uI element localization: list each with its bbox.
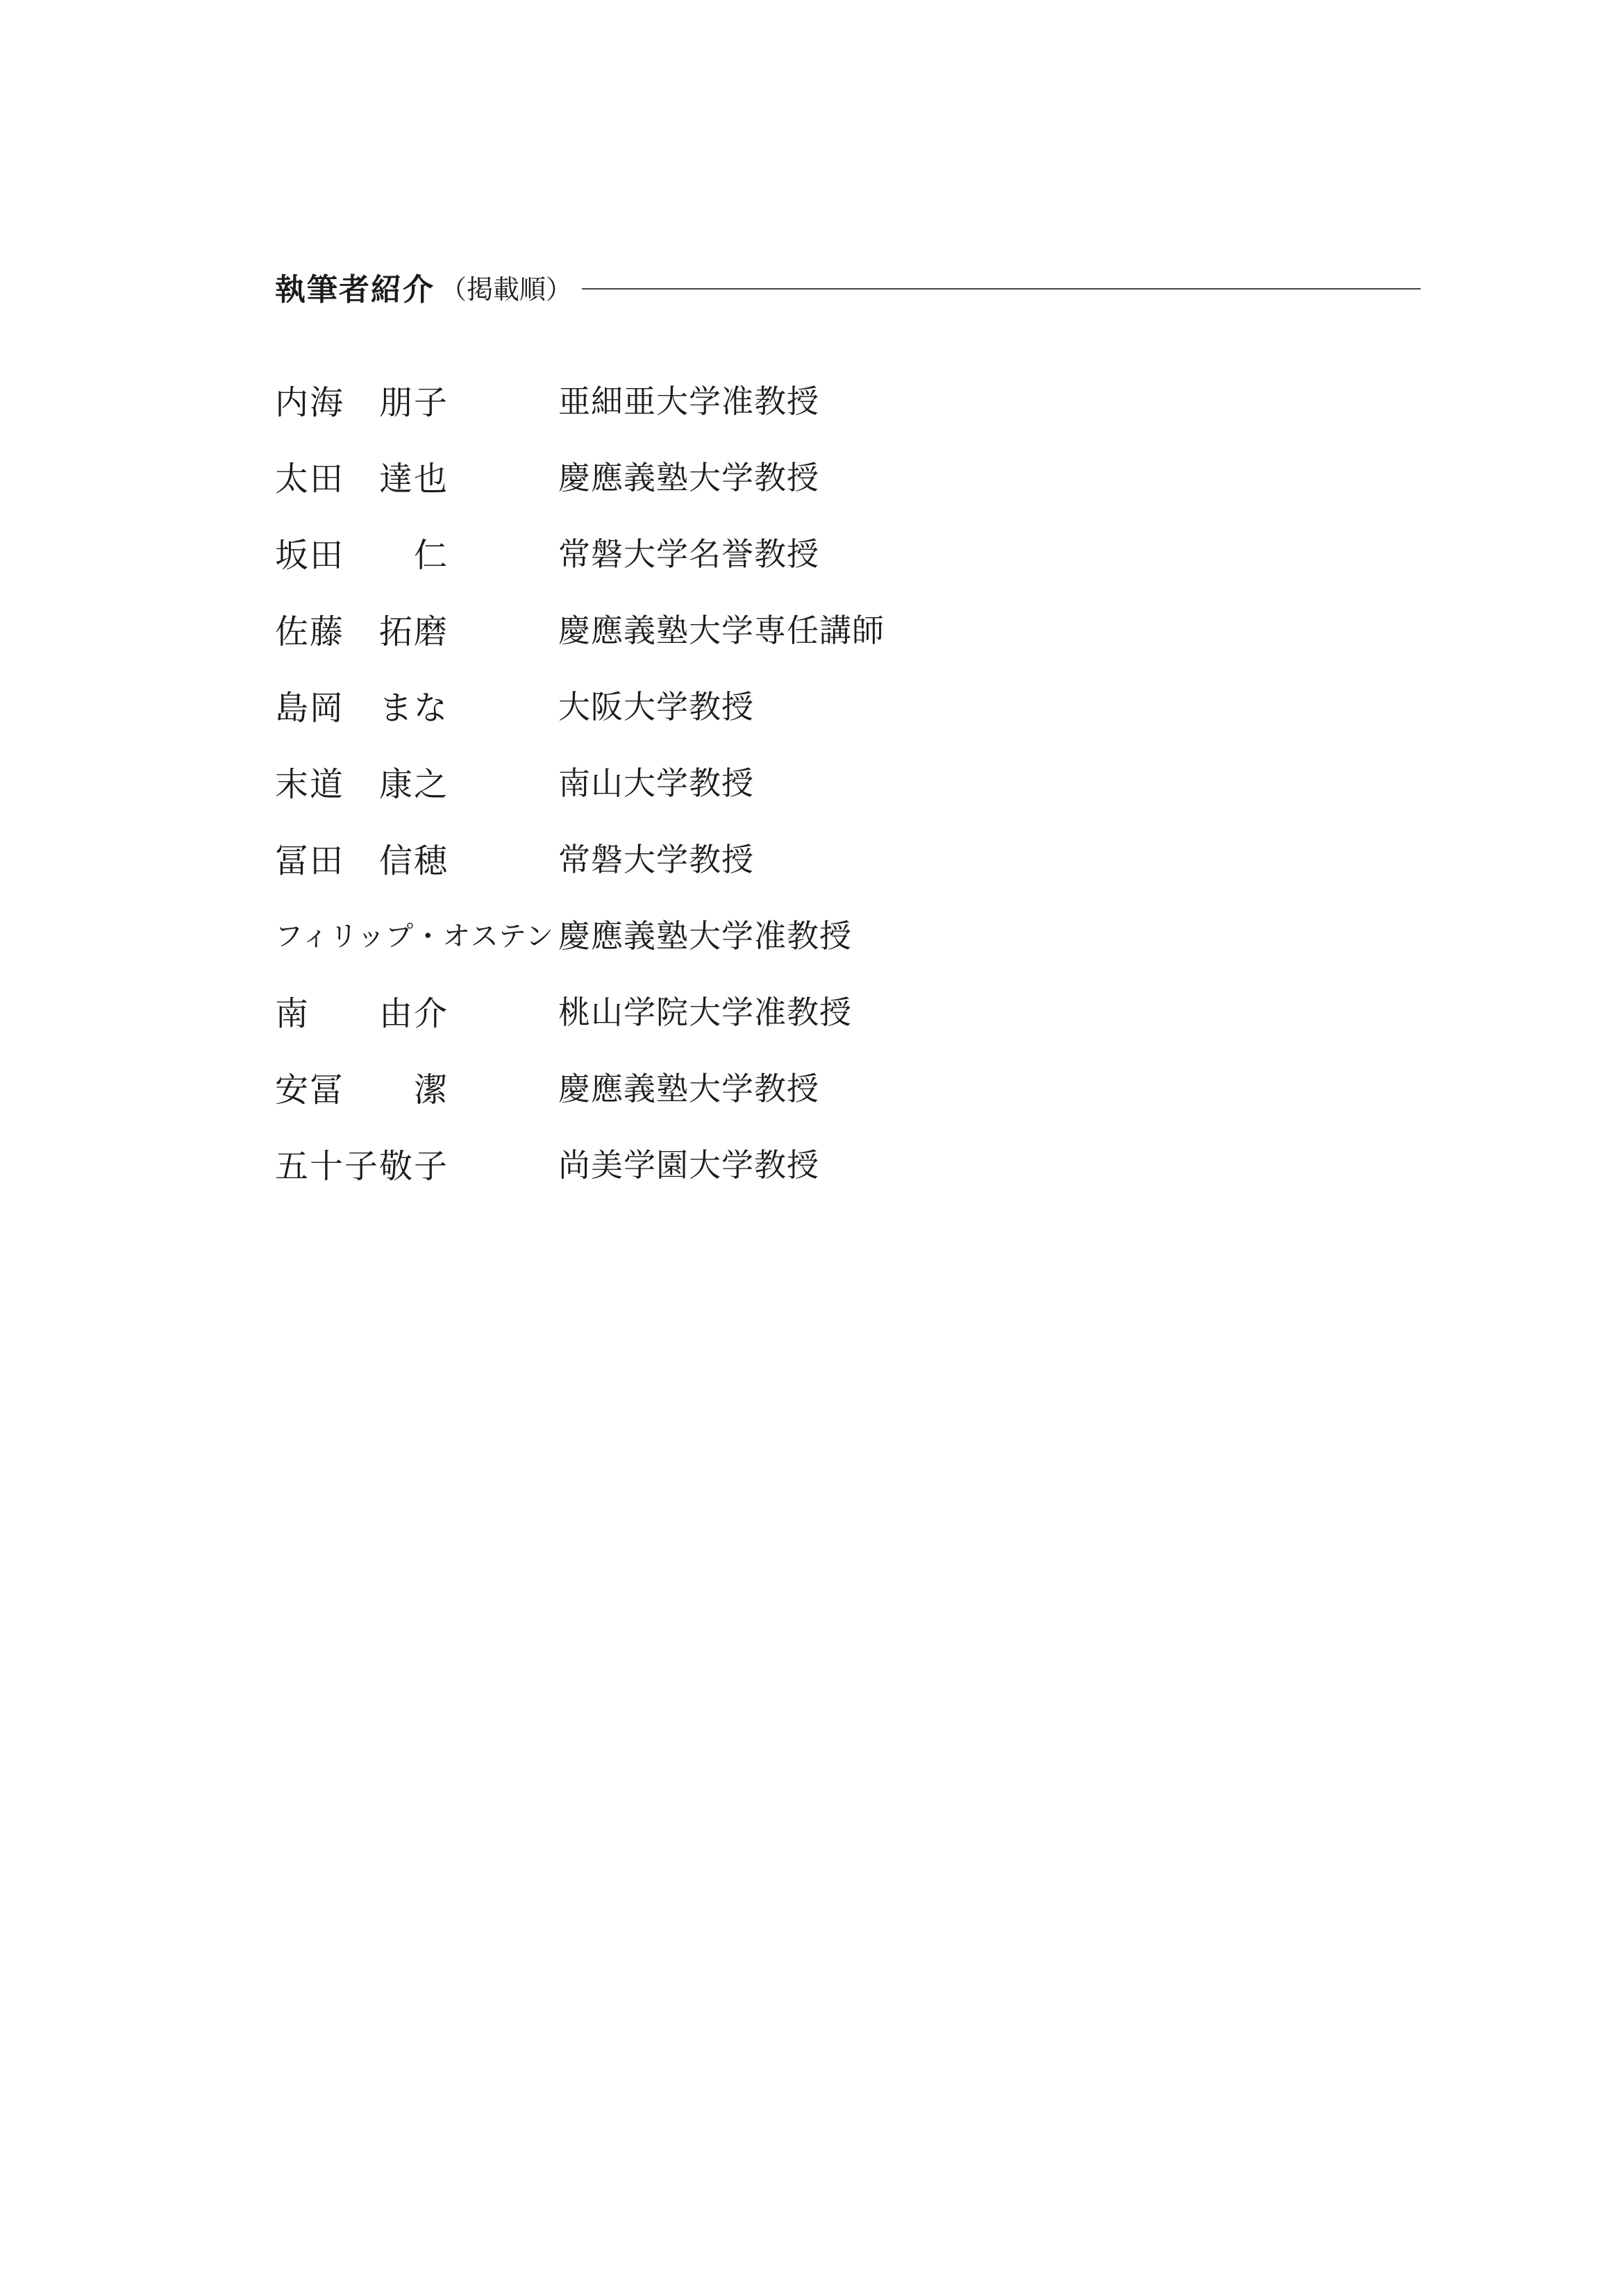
author-affiliation: 慶應義塾大学専任講師	[558, 612, 885, 649]
author-row	[275, 514, 1316, 590]
author-name: フィリップ・オステン	[275, 920, 554, 953]
author-affiliation: 桃山学院大学准教授	[558, 994, 852, 1031]
author-row	[275, 437, 1316, 514]
author-row	[275, 1125, 1316, 1201]
author-list	[275, 361, 1316, 1201]
author-affiliation: 南山大学教授	[558, 764, 754, 802]
author-row	[275, 896, 1316, 972]
author-name: 安冨 潔	[275, 1070, 449, 1109]
header-rule	[582, 288, 1421, 290]
author-name: 冨田 信穂	[275, 841, 449, 880]
author-affiliation: 亜細亜大学准教授	[558, 383, 819, 420]
author-name: 太田 達也	[275, 459, 449, 498]
author-name: 末道 康之	[275, 764, 449, 804]
author-affiliation: 慶應義塾大学教授	[558, 459, 819, 496]
author-name: 島岡 まな	[275, 688, 449, 728]
author-affiliation: 大阪大学教授	[558, 688, 754, 726]
author-row	[275, 972, 1316, 1048]
author-affiliation: 慶應義塾大学准教授	[558, 917, 852, 955]
author-affiliation: 慶應義塾大学教授	[558, 1070, 819, 1107]
author-affiliation: 尚美学園大学教授	[558, 1146, 819, 1184]
author-row	[275, 819, 1316, 896]
author-affiliation: 常磐大学教授	[558, 841, 754, 878]
author-row	[275, 590, 1316, 667]
section-subtitle: （掲載順）	[440, 274, 573, 305]
author-name: 五十子敬子	[275, 1146, 449, 1186]
author-row	[275, 743, 1316, 819]
author-row	[275, 1048, 1316, 1125]
section-header	[275, 262, 1421, 311]
author-name: 南 由介	[275, 994, 449, 1033]
author-name: 坂田 仁	[275, 535, 449, 575]
author-row	[275, 667, 1316, 743]
author-name: 内海 朋子	[275, 383, 449, 422]
section-title: 執筆者紹介	[275, 272, 435, 308]
author-name: 佐藤 拓磨	[275, 612, 449, 651]
author-affiliation: 常磐大学名誉教授	[558, 535, 819, 573]
author-row	[275, 361, 1316, 437]
